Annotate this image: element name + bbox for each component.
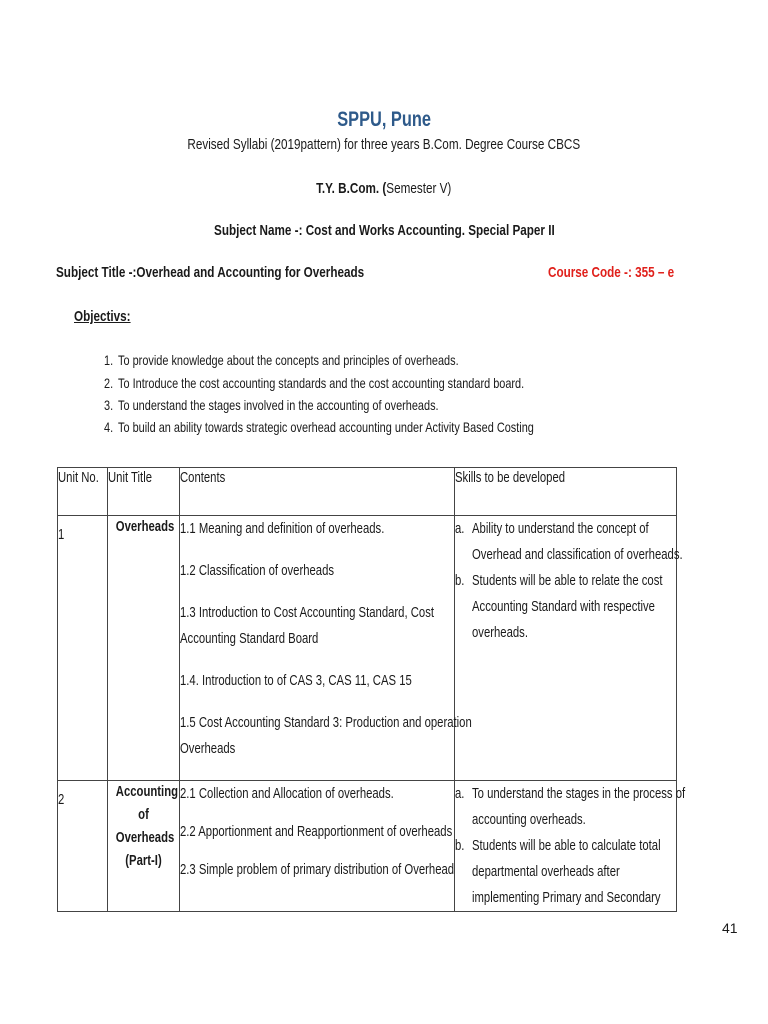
header-unit-title: Unit Title [108,468,180,516]
unit-title-cell: Overheads [108,516,180,781]
skill-item: a. Ability to understand the concept of Overhead and classification of overheads. [455,521,683,563]
subject-name: Subject Name -: Cost and Works Accounting. Special Paper II [213,222,555,239]
content-item: 1.5 Cost Accounting Standard 3: Production and operation Overheads [180,715,472,757]
skills-cell [455,516,683,781]
content-item: 1.3 Introduction to Cost Accounting Standard, Cost Accounting Standard Board [180,605,435,647]
table-row [58,516,677,781]
objective-item: 2. To Introduce the cost accounting standards and the cost accounting standard board. [104,375,525,391]
skill-item: a. To understand the stages in the process of accounting overheads. [455,786,686,828]
semester-bold: T.Y. B.Com. ( [316,180,387,197]
objectives-heading: Objectivs: [74,308,131,325]
objective-item: 3. To understand the stages involved in the accounting of overheads. [104,397,439,413]
objective-item: 4. To build an ability towards strategic overhead accounting under Activity Based Costing [104,419,534,435]
objective-item: 1. To provide knowledge about the concepts and principles of overheads. [104,352,459,368]
document-title: SPPU, Pune [337,108,431,131]
skills-cell [455,781,686,912]
document-subtitle: Revised Syllabi (2019pattern) for three years B.Com. Degree Course CBCS [187,136,581,153]
skill-item: b. Students will be able to calculate total departmental overheads after implementing Primary and Secondary [455,838,661,906]
content-item: 2.3 Simple problem of primary distribution of Overhead [180,862,455,878]
content-item: 2.2 Apportionment and Reapportionment of overheads [180,824,453,840]
unit-title-cell: Accounting of Overheads (Part-I) [108,781,180,912]
contents-cell [180,516,472,781]
contents-cell [180,781,455,912]
content-item: 1.2 Classification of overheads [180,563,335,579]
header-skills: Skills to be developed [455,468,677,516]
subject-title: Subject Title -:Overhead and Accounting for Overheads [56,264,365,281]
unit-no-cell: 1 [58,516,108,781]
syllabus-table [57,467,686,912]
content-item: 1.4. Introduction to of CAS 3, CAS 11, CAS 15 [180,673,412,689]
content-item: 1.1 Meaning and definition of overheads. [180,521,385,537]
semester-rest: Semester V) [386,180,452,197]
course-code: Course Code -: 355 – e [548,264,675,281]
header-unit-no: Unit No. [58,468,108,516]
page-number: 41 [722,920,738,936]
table-row [58,781,677,912]
header-contents: Contents [180,468,455,516]
table-header-row [58,468,677,516]
content-item: 2.1 Collection and Allocation of overheads. [180,786,394,802]
unit-no-cell: 2 [58,781,108,912]
semester-line [0,180,768,197]
skill-item: b. Students will be able to relate the cost Accounting Standard with respective overheads. [455,573,663,641]
